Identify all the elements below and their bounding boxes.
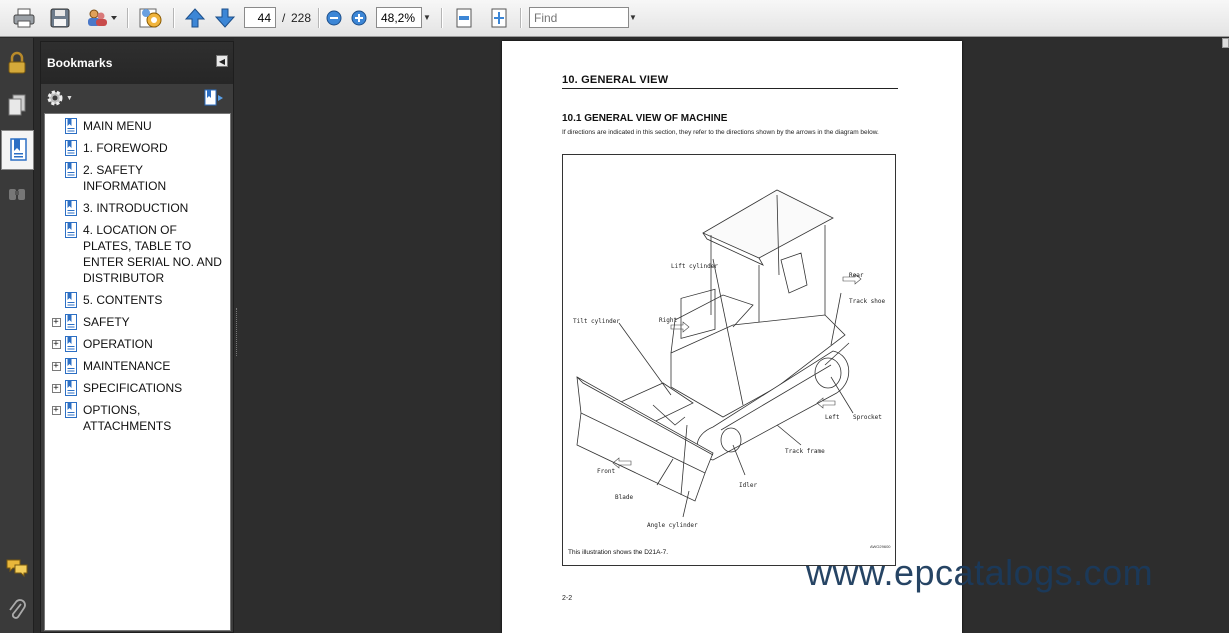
navigation-rail [0,38,34,633]
arrow-up-icon [184,7,206,29]
heading-rule [562,88,898,89]
people-icon [84,7,118,29]
label-angle-cylinder: Angle cylinder [647,522,698,529]
watermark: www.epcatalogs.com [806,552,1154,593]
expand-toggle[interactable] [48,402,64,418]
figure-frame [562,154,896,566]
gear-icon [46,89,64,107]
previous-page-button[interactable] [182,6,208,30]
expand-toggle[interactable] [48,336,64,352]
expand-spacer [48,118,64,134]
bookmark-icon [64,222,78,238]
label-idler: Idler [739,482,758,489]
comment-bubbles-icon [5,557,29,579]
fit-page-icon [489,7,509,29]
bookmarks-title: Bookmarks [47,56,113,70]
find-input[interactable] [529,7,629,28]
bookmark-item[interactable] [45,402,230,434]
expand-spacer [48,162,64,178]
label-lift-cylinder: Lift cylinder [671,263,718,270]
expand-spacer [48,140,64,156]
expand-toggle[interactable] [48,358,64,374]
bookmark-label: 2. SAFETY INFORMATION [83,163,167,193]
bookmarks-header [41,42,233,84]
zoom-in-button[interactable] [349,6,369,30]
label-rear: Rear [849,272,864,279]
bulldozer-diagram [563,155,897,567]
plus-box-icon: + [53,316,59,327]
page-heading: 10. GENERAL VIEW [562,74,669,86]
bookmark-icon [64,402,78,418]
bookmark-label: OPTIONS, ATTACHMENTS [83,403,172,433]
bookmarks-button[interactable] [1,130,34,170]
bookmark-icon [64,314,78,330]
expand-toggle[interactable] [48,380,64,396]
expand-spacer [48,292,64,308]
bookmark-icon [64,140,78,156]
label-sprocket: Sprocket [853,414,882,421]
bookmarks-panel [40,41,234,633]
options-menu-button[interactable] [46,89,73,107]
share-button[interactable] [82,6,120,30]
bookmark-icon [64,118,78,134]
bookmark-label: SAFETY [83,315,130,329]
plus-box-icon: + [53,404,59,415]
binoculars-icon [6,182,28,204]
bookmark-item[interactable] [45,118,230,134]
bookmark-list [44,113,231,631]
label-track-frame: Track frame [785,448,825,455]
save-disk-icon [49,7,71,29]
bookmark-icon [64,380,78,396]
zoom-dropdown-button[interactable] [421,7,433,28]
collapse-panel-button[interactable] [216,55,228,67]
plus-box-icon: + [53,360,59,371]
toolbar [0,0,1229,37]
bookmark-label: MAINTENANCE [83,359,171,373]
bookmark-label: MAIN MENU [83,119,152,133]
label-right: Right [659,317,678,324]
page-body-text: If directions are indicated in this section, they refer to the directions shown by the arrows in the diagram below. [562,129,879,136]
minus-circle-icon [326,10,342,26]
comments-button[interactable] [3,551,31,585]
bookmark-icon [64,358,78,374]
lock-icon [6,51,28,75]
plus-box-icon: + [53,382,59,393]
fit-page-button[interactable] [486,6,512,30]
bookmark-item[interactable] [45,380,230,396]
bookmark-item[interactable] [45,140,230,156]
pages-icon [6,93,28,117]
printer-icon [12,7,36,29]
bookmark-item[interactable] [45,314,230,330]
label-front: Front [597,468,616,475]
bookmark-icon [64,162,78,178]
bookmark-label: 3. INTRODUCTION [83,201,189,215]
bookmark-expand-icon [203,89,225,107]
bookmark-item[interactable] [45,358,230,374]
chevron-down-icon: ▼ [66,94,73,102]
paperclip-icon [7,598,27,622]
label-left: Left [825,414,840,421]
expand-spacer [48,222,64,238]
pages-button[interactable] [3,88,31,122]
bookmarks-toolbar [41,84,233,112]
attachments-button[interactable] [3,593,31,627]
bookmark-item[interactable] [45,336,230,352]
review-gear-icon [137,5,165,31]
chevron-down-icon: ▼ [423,13,431,22]
label-tilt-cylinder: Tilt cylinder [573,318,620,325]
find-options-button[interactable] [627,7,639,28]
bookmark-label: OPERATION [83,337,153,351]
next-page-button[interactable] [212,6,238,30]
figure-code: AWO29600 [870,544,891,549]
document-page [502,41,962,633]
page-subheading: 10.1 GENERAL VIEW OF MACHINE [562,113,728,124]
page-separator: / [282,11,286,25]
security-button[interactable] [3,46,31,80]
label-blade: Blade [615,494,634,501]
page-number-input[interactable] [244,7,276,28]
bookmark-label: SPECIFICATIONS [83,381,183,395]
zoom-out-button[interactable] [324,6,344,30]
fit-width-button[interactable] [451,6,477,30]
chevron-down-icon: ▼ [629,13,637,22]
splitter-grip[interactable] [236,308,238,356]
bookmark-label: 5. CONTENTS [83,293,163,307]
save-button[interactable] [46,6,74,30]
bookmark-icon [64,292,78,308]
zoom-level-input[interactable] [376,7,422,28]
figure-caption: This illustration shows the D21A-7. [568,549,669,556]
page-total: 228 [291,11,312,25]
bookmark-item[interactable] [45,222,230,286]
plus-box-icon: + [53,338,59,349]
bookmark-icon [64,336,78,352]
bookmark-item[interactable] [45,162,230,194]
page-number: 2-2 [562,595,573,602]
expand-toggle[interactable] [48,314,64,330]
arrow-down-icon [214,7,236,29]
chevron-left-icon: ◀ [218,56,226,66]
label-track-shoe: Track shoe [849,298,886,305]
bookmark-icon [64,200,78,216]
search-panel-button[interactable] [3,176,31,210]
review-button[interactable] [136,6,166,30]
print-button[interactable] [10,6,38,30]
fit-width-icon [454,7,474,29]
expand-bookmark-button[interactable] [203,89,225,112]
bookmark-icon [7,137,29,163]
plus-circle-icon [351,10,367,26]
vertical-scrollbar-stub[interactable] [1222,38,1229,48]
bookmark-item[interactable] [45,292,230,308]
bookmark-item[interactable] [45,200,230,216]
expand-spacer [48,200,64,216]
bookmark-label: 4. LOCATION OF PLATES, TABLE TO ENTER SERIAL NO. AND DISTRIBUTOR [83,223,222,285]
bookmark-label: 1. FOREWORD [83,141,168,155]
